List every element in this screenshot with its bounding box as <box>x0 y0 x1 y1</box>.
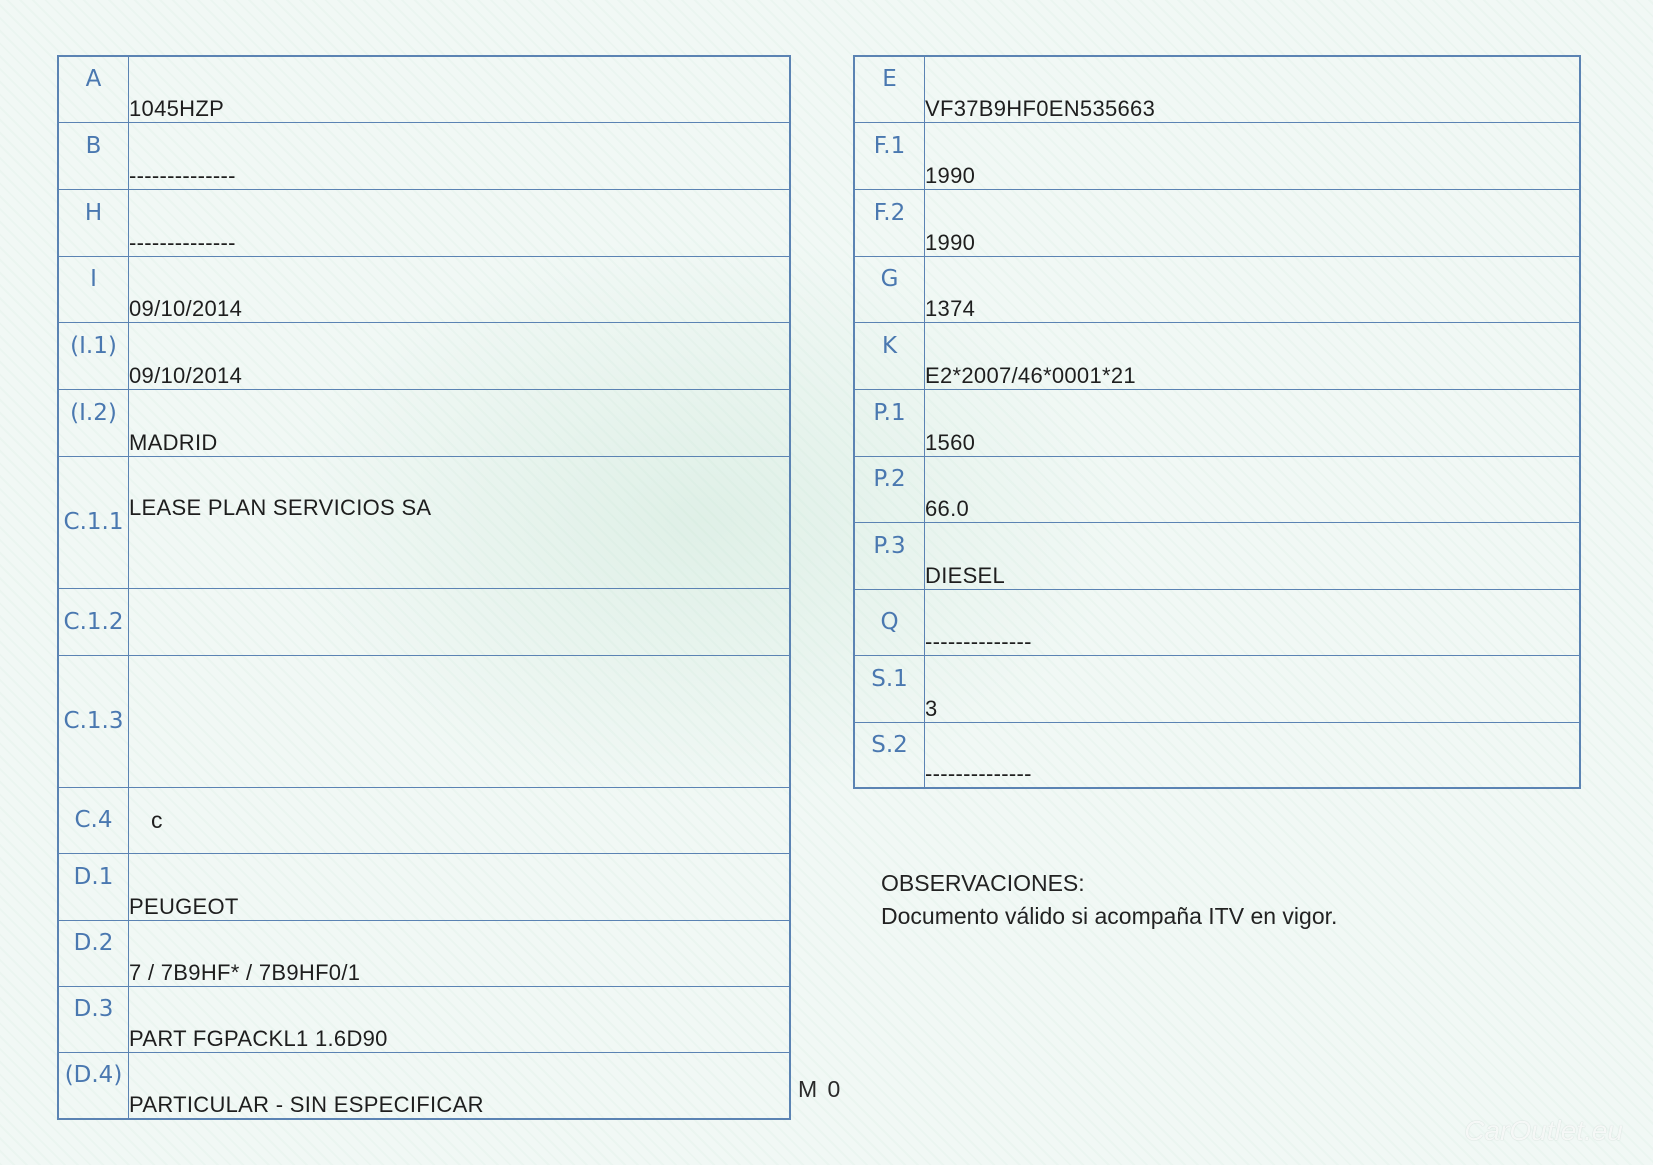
field-row-f2 <box>854 189 1580 256</box>
field-value: -------------- <box>925 722 1581 788</box>
field-value: PART FGPACKL1 1.6D90 <box>129 986 791 1052</box>
field-value: 7 / 7B9HF* / 7B9HF0/1 <box>129 920 791 986</box>
field-code: (I.2) <box>70 399 117 426</box>
field-row-p2 <box>854 456 1580 522</box>
field-code: A <box>85 66 102 93</box>
field-row-i1 <box>58 322 790 389</box>
field-row-h <box>58 189 790 256</box>
field-row-c11 <box>58 456 790 588</box>
document-marker: M 0 <box>798 1076 843 1102</box>
field-code: C.1.3 <box>63 708 124 734</box>
field-code: C.1.2 <box>63 608 124 635</box>
field-value: PARTICULAR - SIN ESPECIFICAR <box>129 1052 791 1119</box>
field-row-c13 <box>58 655 790 787</box>
field-code: E <box>882 66 897 93</box>
field-code: F.2 <box>873 199 906 226</box>
field-row-d2 <box>58 920 790 986</box>
field-code: P.2 <box>873 466 906 492</box>
field-code: H <box>84 199 103 226</box>
field-code: C.1.1 <box>63 509 124 535</box>
field-row-s1 <box>854 655 1580 722</box>
watermark-logo: CarOutlet.eu <box>1464 1115 1623 1146</box>
field-row-p3 <box>854 522 1580 589</box>
field-value: MADRID <box>129 389 791 456</box>
field-row-d4 <box>58 1052 790 1119</box>
field-code: B <box>85 132 102 159</box>
field-value: 1990 <box>925 122 1581 189</box>
field-value: PEUGEOT <box>129 853 791 920</box>
field-row-g <box>854 256 1580 322</box>
field-row-e <box>854 56 1580 122</box>
field-value: 1990 <box>925 189 1581 256</box>
field-code: P.1 <box>873 399 906 426</box>
field-value: -------------- <box>129 122 791 189</box>
field-value: 1045HZP <box>129 56 791 122</box>
observations-text: Documento válido si acompaña ITV en vigor. <box>881 903 1338 929</box>
field-row-b <box>58 122 790 189</box>
field-code: S.2 <box>871 731 908 758</box>
field-code: D.3 <box>73 996 114 1022</box>
field-value: 1560 <box>925 389 1581 456</box>
field-value: VF37B9HF0EN535663 <box>925 56 1581 122</box>
field-value: -------------- <box>925 589 1581 655</box>
field-code: K <box>881 332 898 359</box>
field-value: LEASE PLAN SERVICIOS SA <box>129 456 791 588</box>
field-row-c12 <box>58 588 790 655</box>
field-value: 66.0 <box>925 456 1581 522</box>
field-row-k <box>854 322 1580 389</box>
field-value: 09/10/2014 <box>129 256 791 322</box>
right-fields-table <box>853 55 1581 789</box>
field-row-i2 <box>58 389 790 456</box>
field-code: Q <box>880 609 899 635</box>
field-row-s2 <box>854 722 1580 788</box>
field-value: 09/10/2014 <box>129 322 791 389</box>
field-value: DIESEL <box>925 522 1581 589</box>
field-value: E2*2007/46*0001*21 <box>925 322 1581 389</box>
field-value: -------------- <box>129 189 791 256</box>
field-value <box>129 655 791 787</box>
observations-block <box>881 867 1337 933</box>
field-row-d3 <box>58 986 790 1052</box>
field-code: F.1 <box>873 132 906 159</box>
field-row-f1 <box>854 122 1580 189</box>
field-code: P.3 <box>873 532 906 559</box>
field-code: D.1 <box>73 863 114 890</box>
field-row-c4 <box>58 787 790 853</box>
field-code: (D.4) <box>64 1062 123 1089</box>
field-row-p1 <box>854 389 1580 456</box>
field-row-q <box>854 589 1580 655</box>
field-row-d1 <box>58 853 790 920</box>
field-code: G <box>880 266 899 292</box>
left-fields-table <box>57 55 791 1120</box>
field-value: 1374 <box>925 256 1581 322</box>
field-value: c <box>129 787 791 853</box>
field-row-i <box>58 256 790 322</box>
field-value <box>129 588 791 655</box>
field-code: C.4 <box>74 807 113 833</box>
field-code: D.2 <box>73 930 114 956</box>
field-code: S.1 <box>871 665 908 692</box>
field-code: (I.1) <box>70 332 117 359</box>
field-row-a <box>58 56 790 122</box>
observations-heading: OBSERVACIONES: <box>881 870 1085 896</box>
field-value: 3 <box>925 655 1581 722</box>
field-code: I <box>90 266 97 292</box>
